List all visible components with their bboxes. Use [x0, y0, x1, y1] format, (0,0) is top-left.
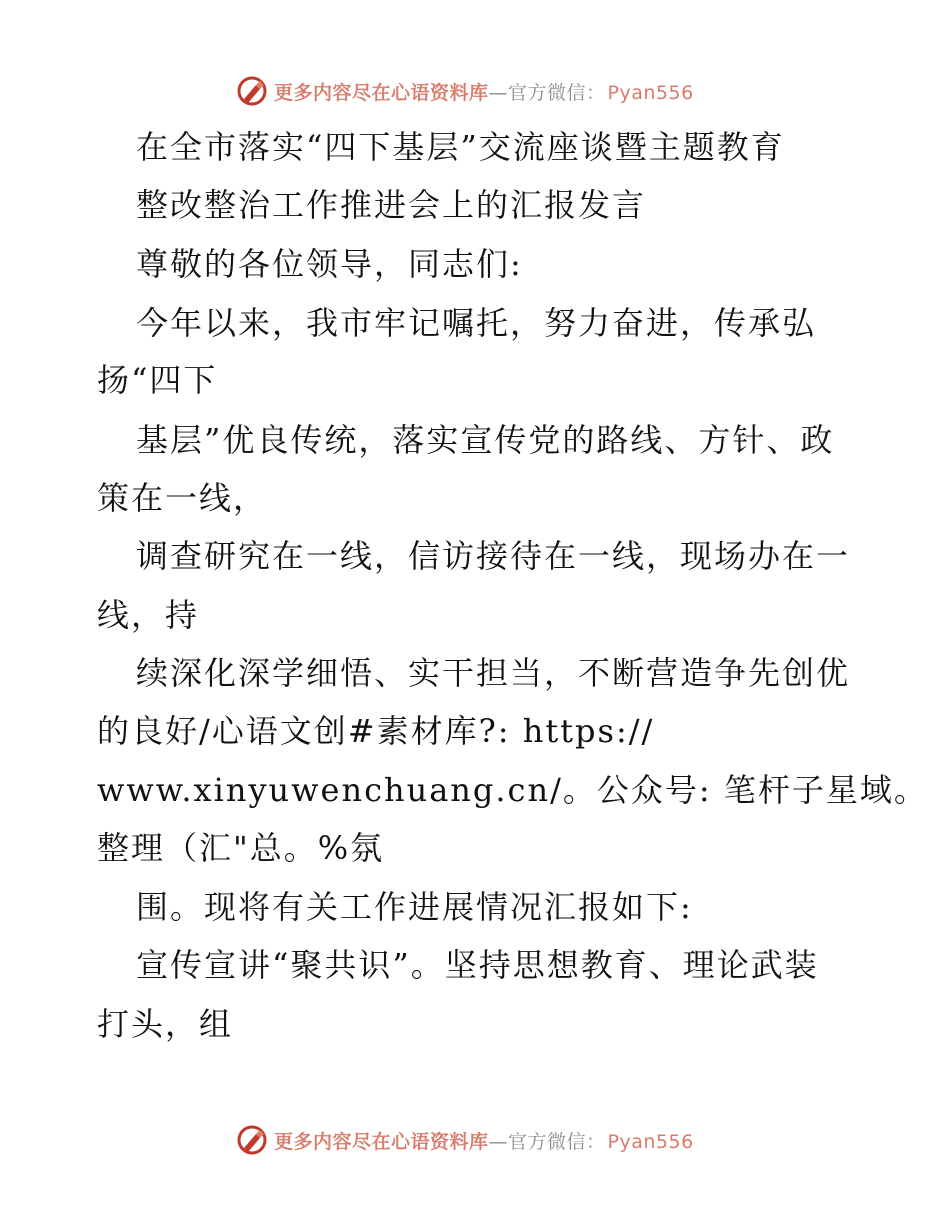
- header-banner-sub: —官方微信：: [488, 81, 606, 104]
- text-line: 尊敬的各位领导，同志们:: [136, 245, 523, 283]
- text-line: 的良好/心语文创#素材库?: https://: [97, 712, 655, 750]
- text-line: 续深化深学细悟、实干担当，不断营造争先创优: [136, 654, 851, 692]
- text-line: 调查研究在一线，信访接待在一线，现场办在一: [136, 537, 851, 575]
- header-banner-id: Pyan556: [607, 81, 694, 104]
- text-line: 整理（汇"总。%氛: [97, 829, 385, 867]
- text-line: 策在一线，: [97, 479, 268, 517]
- header-banner-main: 更多内容尽在心语资料库: [274, 81, 489, 104]
- header-banner: [236, 73, 716, 109]
- footer-banner-id: Pyan556: [607, 1130, 694, 1153]
- pen-logo-icon: [236, 1124, 268, 1156]
- text-line: 在全市落实“四下基层”交流座谈暨主题教育: [136, 128, 785, 166]
- text-line: 扬“四下: [97, 361, 218, 399]
- text-line: 整改整治工作推进会上的汇报发言: [136, 186, 647, 224]
- text-line: www.xinyuwenchuang.cn/。公众号: 笔杆子星域。: [97, 771, 928, 809]
- footer-banner-sub: —官方微信：: [488, 1130, 606, 1153]
- text-line: 今年以来，我市牢记嘱托，努力奋进，传承弘: [136, 304, 817, 342]
- text-line: 围。现将有关工作进展情况汇报如下:: [136, 888, 693, 926]
- text-line: 线，持: [97, 596, 200, 634]
- text-line: 基层”优良传统，落实宣传党的路线、方针、政: [136, 421, 835, 459]
- footer-banner-main: 更多内容尽在心语资料库: [274, 1130, 489, 1153]
- pen-logo-icon: [236, 75, 268, 107]
- footer-banner: [236, 1122, 716, 1158]
- text-line: 打头，组: [97, 1005, 234, 1043]
- text-line: 宣传宣讲“聚共识”。坚持思想教育、理论武装: [136, 946, 819, 984]
